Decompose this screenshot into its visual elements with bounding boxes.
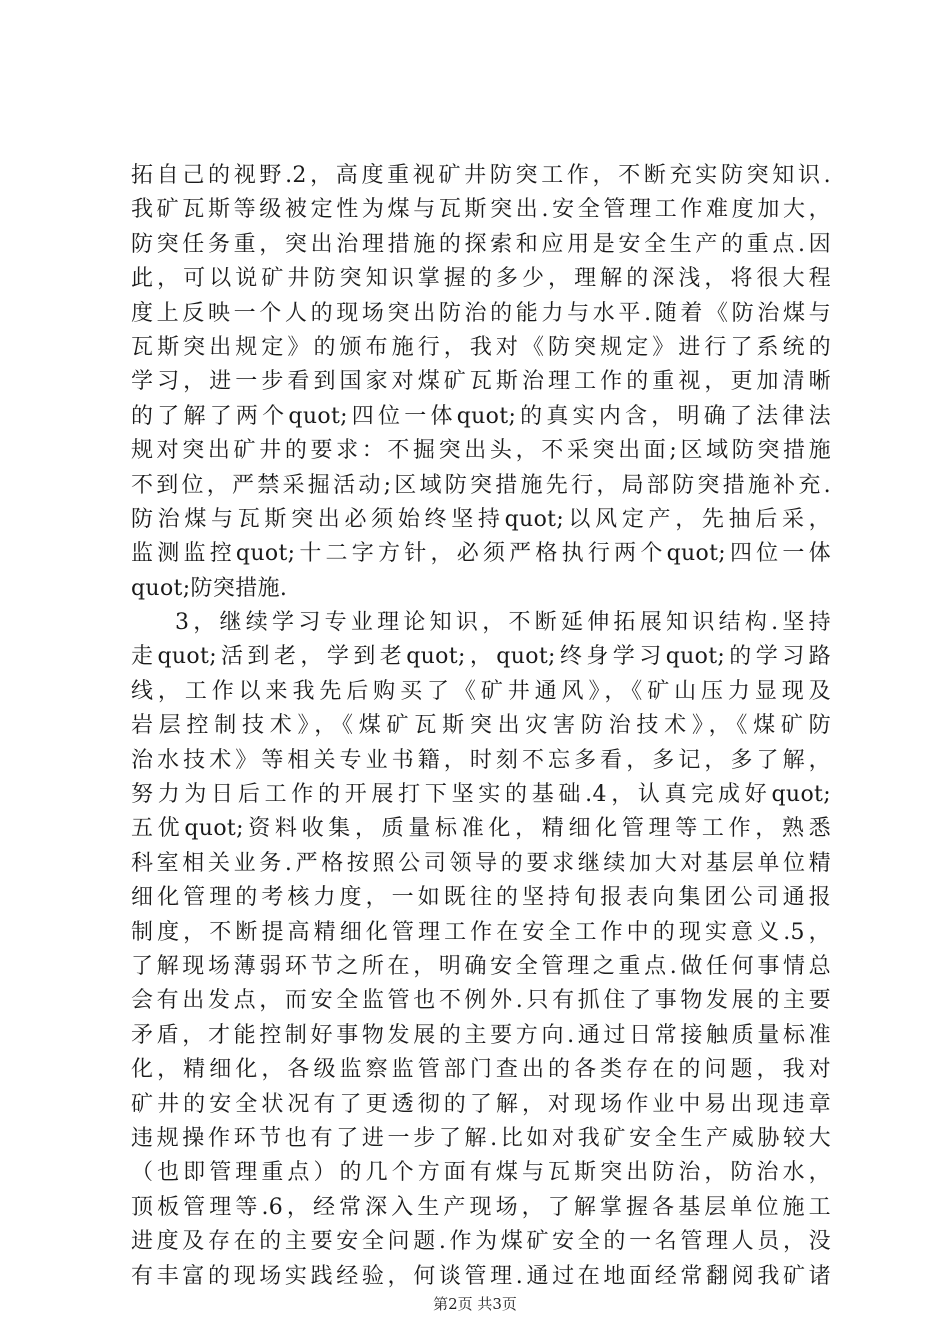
text-line: 细化管理的考核力度，一如既往的坚持旬报表向集团公司通报 [131, 885, 831, 911]
text-line: 我矿瓦斯等级被定性为煤与瓦斯突出.安全管理工作难度加大， [131, 197, 831, 223]
text-line: 此，可以说矿井防突知识掌握的多少，理解的深浅，将很大程 [131, 266, 831, 292]
body-text [131, 159, 831, 1294]
text-line: quot;防突措施. [131, 575, 288, 601]
text-line: 瓦斯突出规定》的颁布施行，我对《防突规定》进行了系统的 [131, 334, 831, 360]
text-line: 化，精细化，各级监察监管部门查出的各类存在的问题，我对 [131, 1057, 831, 1083]
text-line: 违规操作环节也有了进一步了解.比如对我矿安全生产威胁较大 [131, 1125, 831, 1151]
paragraph-start-line: 3，继续学习专业理论知识，不断延伸拓展知识结构.坚持 [175, 610, 831, 636]
text-line: 监测监控quot;十二字方针，必须严格执行两个quot;四位一体 [131, 541, 831, 567]
text-line: 线，工作以来我先后购买了《矿井通风》，《矿山压力显现及 [131, 678, 831, 704]
text-line: 努力为日后工作的开展打下坚实的基础.4，认真完成好quot; [131, 782, 831, 808]
text-line: 走quot;活到老，学到老quot;，quot;终身学习quot;的学习路 [131, 644, 831, 670]
text-line: 有丰富的现场实践经验，何谈管理.通过在地面经常翻阅我矿诸 [131, 1263, 831, 1289]
text-line: 不到位，严禁采掘活动;区域防突措施先行，局部防突措施补充. [131, 472, 831, 498]
text-line: 岩层控制技术》，《煤矿瓦斯突出灾害防治技术》，《煤矿防 [131, 713, 831, 739]
text-line: （也即管理重点）的几个方面有煤与瓦斯突出防治，防治水， [131, 1160, 831, 1186]
text-line: 了解现场薄弱环节之所在，明确安全管理之重点.做任何事情总 [131, 953, 831, 979]
text-line: 防突任务重，突出治理措施的探索和应用是安全生产的重点.因 [131, 231, 831, 257]
text-line: 顶板管理等.6，经常深入生产现场，了解掌握各基层单位施工 [131, 1194, 831, 1220]
page-number-footer: 第2页 共3页 [433, 1295, 517, 1313]
text-line: 矛盾，才能控制好事物发展的主要方向.通过日常接触质量标准 [131, 1022, 831, 1048]
text-line: 拓自己的视野.2，高度重视矿井防突工作，不断充实防突知识. [131, 163, 831, 188]
text-line: 学习，进一步看到国家对煤矿瓦斯治理工作的重视，更加清晰 [131, 369, 831, 395]
text-line: 会有出发点，而安全监管也不例外.只有抓住了事物发展的主要 [131, 988, 831, 1014]
text-line: 度上反映一个人的现场突出防治的能力与水平.随着《防治煤与 [131, 300, 831, 326]
text-line: 五优quot;资料收集，质量标准化，精细化管理等工作，熟悉 [131, 816, 831, 842]
text-line: 进度及存在的主要安全问题.作为煤矿安全的一名管理人员，没 [131, 1229, 831, 1255]
text-line: 的了解了两个quot;四位一体quot;的真实内含，明确了法律法 [131, 403, 831, 429]
text-line: 科室相关业务.严格按照公司领导的要求继续加大对基层单位精 [131, 850, 831, 876]
text-line: 治水技术》等相关专业书籍，时刻不忘多看，多记，多了解， [131, 747, 831, 773]
text-line: 矿井的安全状况有了更透彻的了解，对现场作业中易出现违章 [131, 1091, 831, 1117]
text-line: 制度，不断提高精细化管理工作在安全工作中的现实意义.5， [131, 919, 831, 945]
text-line: 规对突出矿井的要求：不掘突出头，不采突出面;区域防突措施 [131, 438, 831, 464]
text-line: 防治煤与瓦斯突出必须始终坚持quot;以风定产，先抽后采， [131, 506, 831, 532]
